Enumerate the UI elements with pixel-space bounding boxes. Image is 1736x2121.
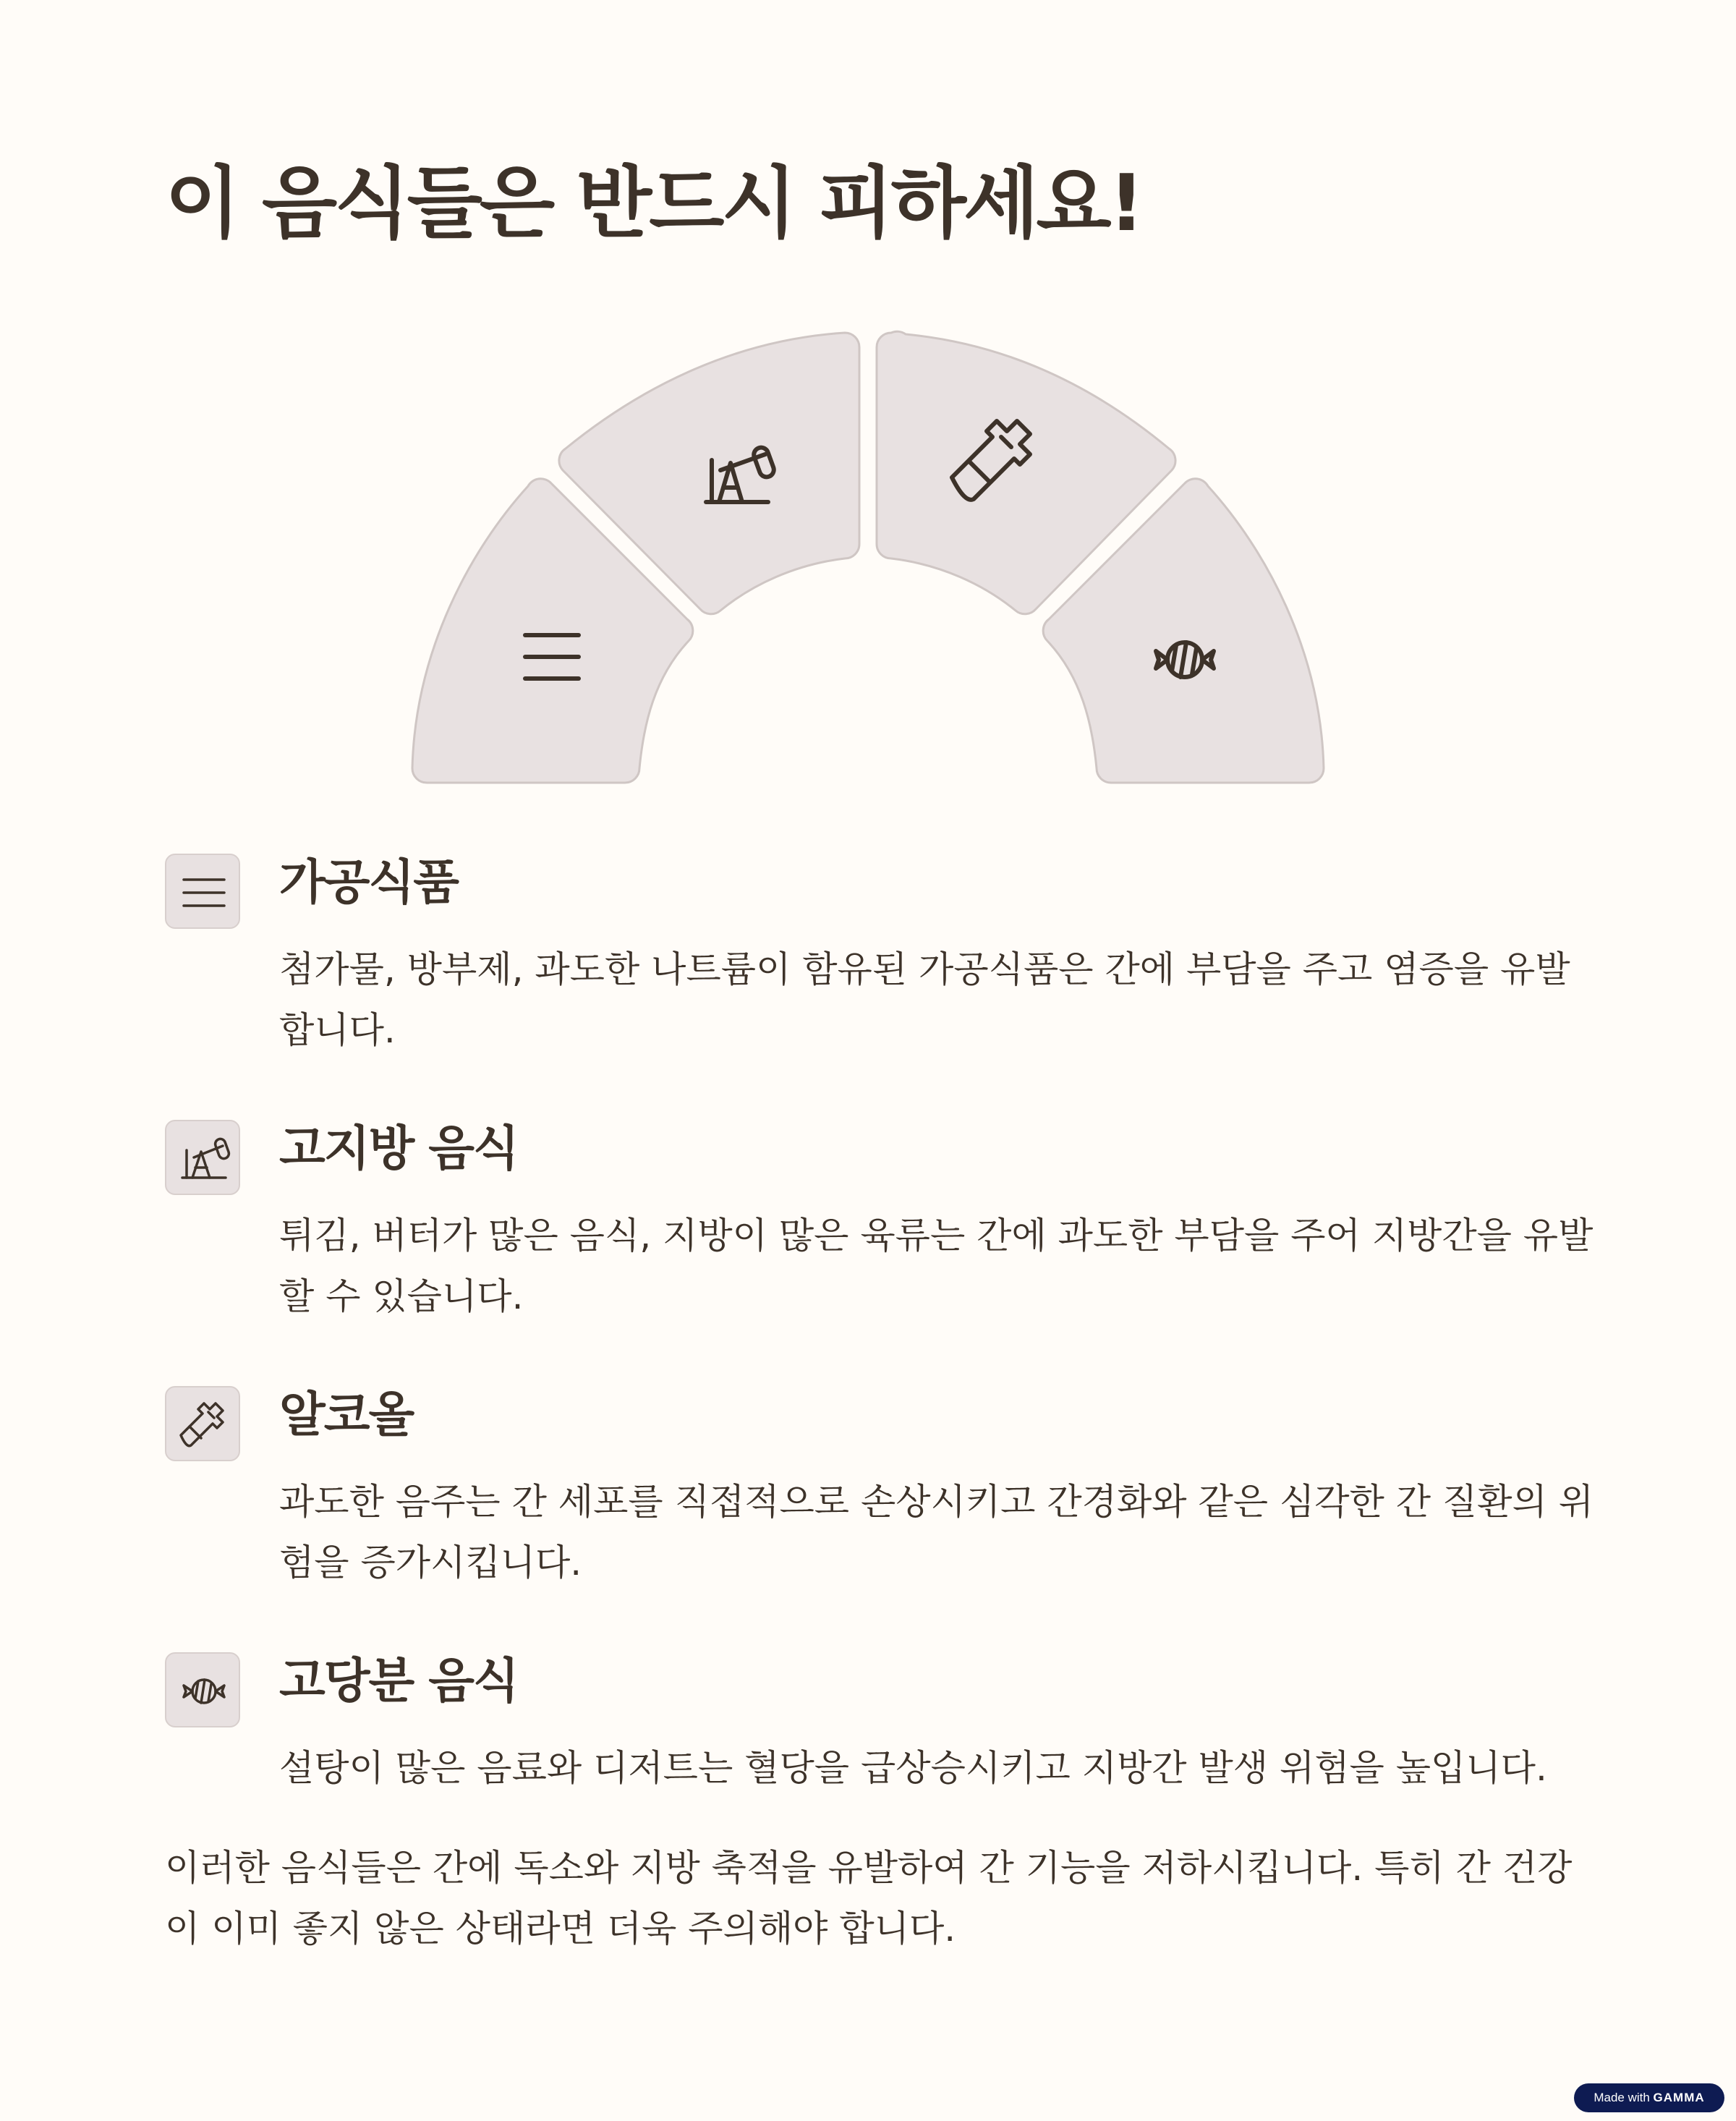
item-icon-badge [165, 1120, 240, 1195]
item-heading: 고당분 음식 [279, 1653, 518, 1709]
item-icon-badge [165, 854, 240, 929]
page-title: 이 음식들은 반드시 피하세요! [165, 158, 1141, 249]
item-description: 설탕이 많은 음료와 디저트는 혈당을 급상승시키고 지방간 발생 위험을 높입니다. [279, 1747, 1547, 1789]
list-item [165, 1386, 1597, 1603]
item-heading: 알코올 [279, 1387, 414, 1442]
item-description: 첨가물, 방부제, 과도한 나트륨이 함유된 가공식품은 간에 부담을 주고 염증을 유발합니다. [279, 948, 1570, 1051]
candy-icon [184, 1680, 224, 1703]
item-description: 튀김, 버터가 많은 음식, 지방이 많은 육류는 간에 과도한 부담을 주어 지방간을 유발할 수 있습니다. [279, 1215, 1594, 1317]
oil-pump-icon [182, 1137, 230, 1178]
badge-brand: GAMMA [1653, 2091, 1705, 2104]
made-with-gamma-badge[interactable] [1574, 2083, 1724, 2112]
list-item [165, 1120, 1597, 1337]
badge-prefix: Made with [1594, 2091, 1650, 2104]
item-description: 과도한 음주는 간 세포를 직접적으로 손상시키고 간경화와 같은 심각한 간 질환의 위험을 증가시킵니다. [279, 1481, 1594, 1584]
item-heading: 가공식품 [279, 854, 459, 910]
item-icon-badge [165, 1652, 240, 1727]
list-item [165, 1652, 1597, 1797]
item-heading: 고지방 음식 [279, 1121, 518, 1176]
semicircle-diagram [0, 0, 1736, 810]
list-item [165, 854, 1597, 1071]
item-icon-badge [165, 1386, 240, 1461]
summary-text: 이러한 음식들은 간에 독소와 지방 축적을 유발하여 간 기능을 저하시킵니다. 특히 간 건강이 이미 좋지 않은 상태라면 더욱 주의해야 합니다. [165, 1847, 1573, 1950]
bottle-icon [181, 1403, 223, 1446]
list-lines-icon [184, 880, 224, 906]
